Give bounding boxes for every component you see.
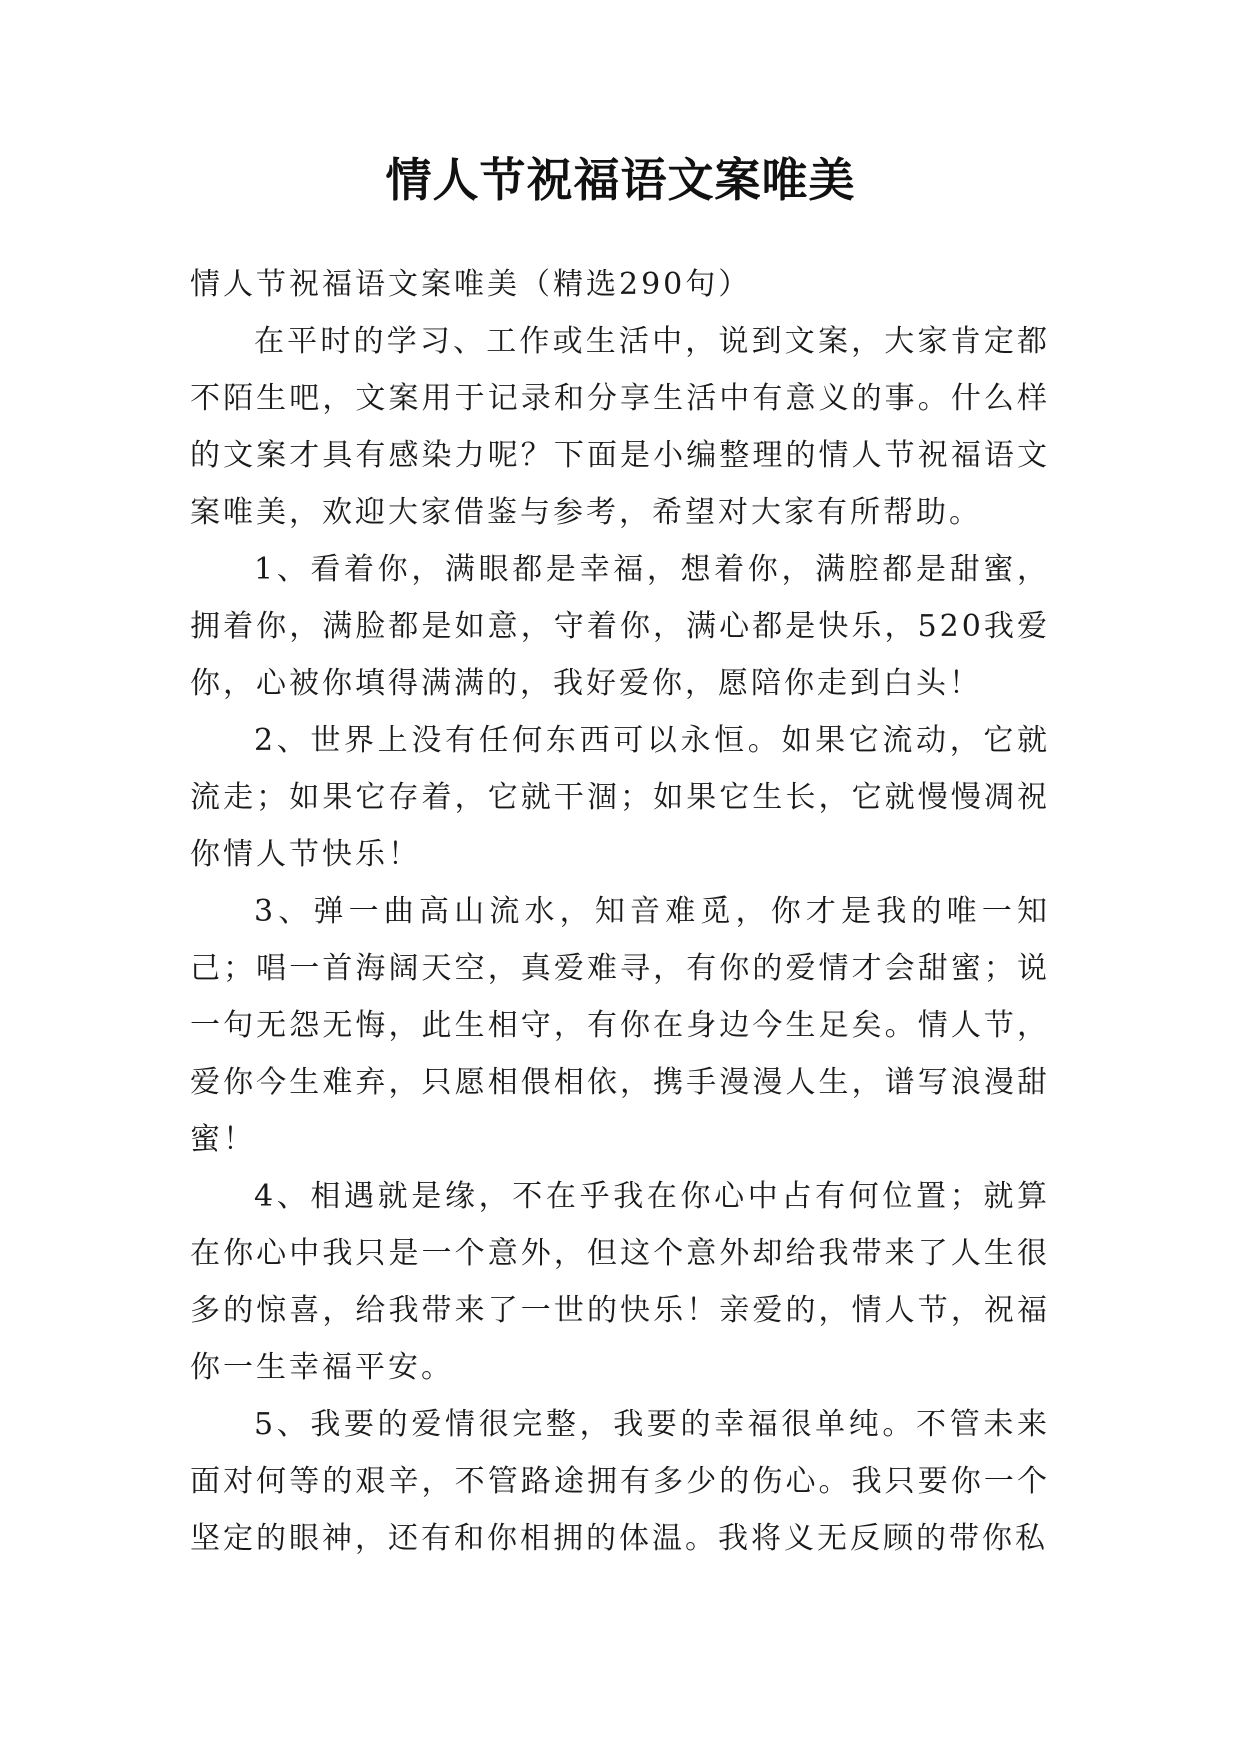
document-title: 情人节祝福语文案唯美 xyxy=(385,153,856,207)
intro-paragraph: 在平时的学习、工作或生活中，说到文案，大家肯定都不陌生吧，文案用于记录和分享生活中有意义的事。什么样的文案才具有感染力呢？下面是小编整理的情人节祝福语文案唯美，欢迎大家借鉴与参考，希望对大家有所帮助。 xyxy=(190,324,1050,530)
document-subtitle: 情人节祝福语文案唯美（精选290句） xyxy=(190,267,752,302)
blessing-item-5: 5、我要的爱情很完整，我要的幸福很单纯。不管未来面对何等的艰辛，不管路途拥有多少的伤心。我只要你一个坚定的眼神，还有和你相拥的体温。我将义无反顾的带你私 xyxy=(190,1407,1050,1556)
document-body xyxy=(190,256,1050,1567)
blessing-item-3: 3、弹一曲高山流水，知音难觅，你才是我的唯一知己；唱一首海阔天空，真爱难寻，有你的爱情才会甜蜜；说一句无怨无悔，此生相守，有你在身边今生足矣。情人节，爱你今生难弃，只愿相偎相依，携手漫漫人生，谱写浪漫甜蜜！ xyxy=(190,894,1050,1157)
blessing-item-4: 4、相遇就是缘，不在乎我在你心中占有何位置；就算在你心中我只是一个意外，但这个意外却给我带来了人生很多的惊喜，给我带来了一世的快乐！亲爱的，情人节，祝福你一生幸福平安。 xyxy=(190,1179,1050,1385)
blessing-item-2: 2、世界上没有任何东西可以永恒。如果它流动，它就流走；如果它存着，它就干涸；如果它生长，它就慢慢凋祝你情人节快乐！ xyxy=(190,723,1050,872)
blessing-item-1: 1、看着你，满眼都是幸福，想着你，满腔都是甜蜜，拥着你，满脸都是如意，守着你，满心都是快乐，520我爱你，心被你填得满满的，我好爱你，愿陪你走到白头！ xyxy=(190,552,1050,701)
